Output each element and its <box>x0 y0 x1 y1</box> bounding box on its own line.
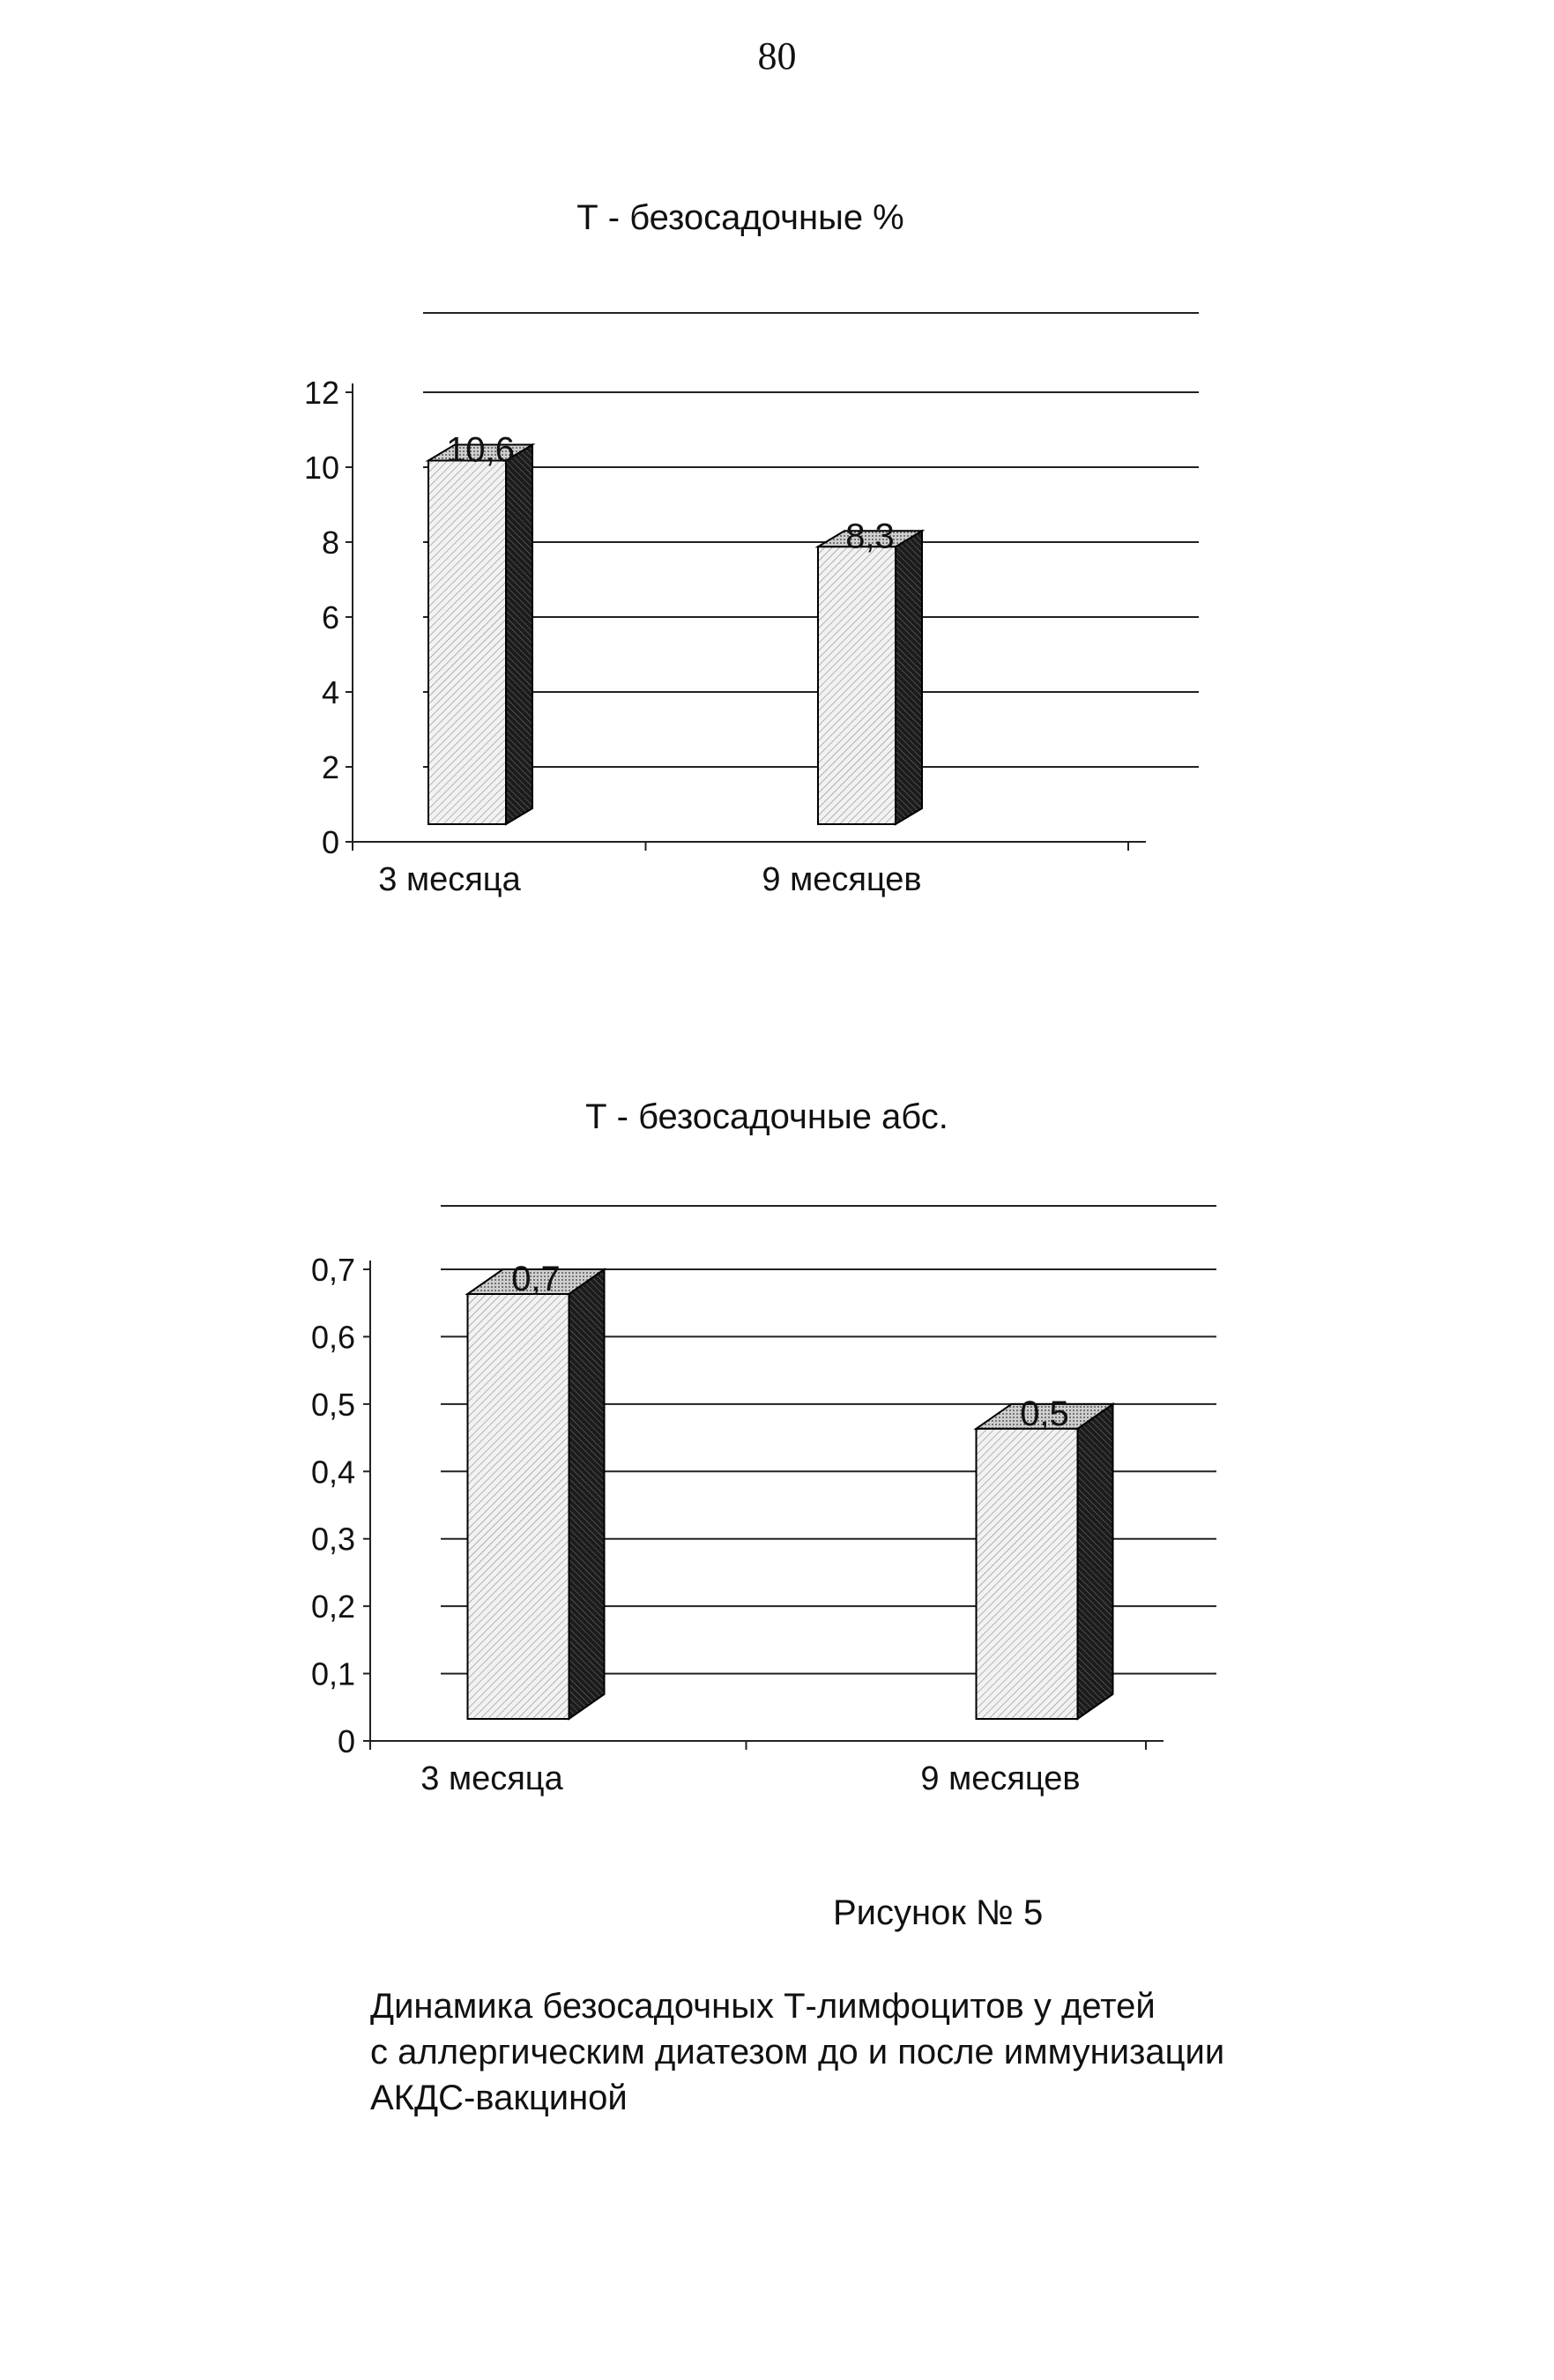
bar-side <box>569 1269 605 1719</box>
bar <box>977 1429 1078 1719</box>
x-category-label: 3 месяца <box>378 861 521 898</box>
bar-value-label: 0,5 <box>1020 1394 1069 1433</box>
y-tick-label: 0,1 <box>310 1655 355 1692</box>
bar-value-label: 0,7 <box>511 1260 561 1298</box>
y-tick-label: 12 <box>303 375 339 411</box>
bar-side <box>896 531 922 824</box>
y-tick-label: 6 <box>321 599 339 636</box>
chart-title: Т - безосадочные абс. <box>585 1097 948 1136</box>
y-tick-label: 0,7 <box>310 1252 355 1288</box>
bar <box>428 461 506 825</box>
y-tick-label: 0 <box>337 1723 355 1759</box>
y-tick-label: 0 <box>321 824 339 860</box>
y-tick-label: 4 <box>321 674 339 710</box>
y-tick-label: 10 <box>303 450 339 486</box>
bar-value-label: 8,3 <box>845 517 895 556</box>
y-tick-label: 0,5 <box>310 1386 355 1423</box>
bar-side <box>1078 1404 1113 1719</box>
figure-caption: Динамика безосадочных Т-лимфоцитов у детей с аллергическим диатезом до и после иммунизации АКДС-вакциной <box>370 1987 1225 2117</box>
page-number: 80 <box>757 34 797 78</box>
bar-value-label: 10,6 <box>446 430 515 470</box>
chart-percent <box>0 167 1554 926</box>
y-tick-label: 0,6 <box>310 1319 355 1356</box>
y-tick-label: 8 <box>321 524 339 561</box>
figure-label: Рисунок № 5 <box>833 1893 1044 1932</box>
y-tick-label: 0,4 <box>310 1454 355 1491</box>
x-category-label: 3 месяца <box>420 1760 563 1797</box>
chart-title: Т - безосадочные % <box>576 198 904 237</box>
bar-side <box>506 445 532 825</box>
x-category-label: 9 месяцев <box>762 861 922 898</box>
y-tick-label: 2 <box>321 749 339 785</box>
bar <box>818 547 896 824</box>
chart-absolute <box>0 1084 1554 1878</box>
bar <box>468 1294 569 1719</box>
y-tick-label: 0,2 <box>310 1588 355 1625</box>
x-category-label: 9 месяцев <box>920 1760 1081 1797</box>
y-tick-label: 0,3 <box>310 1521 355 1558</box>
